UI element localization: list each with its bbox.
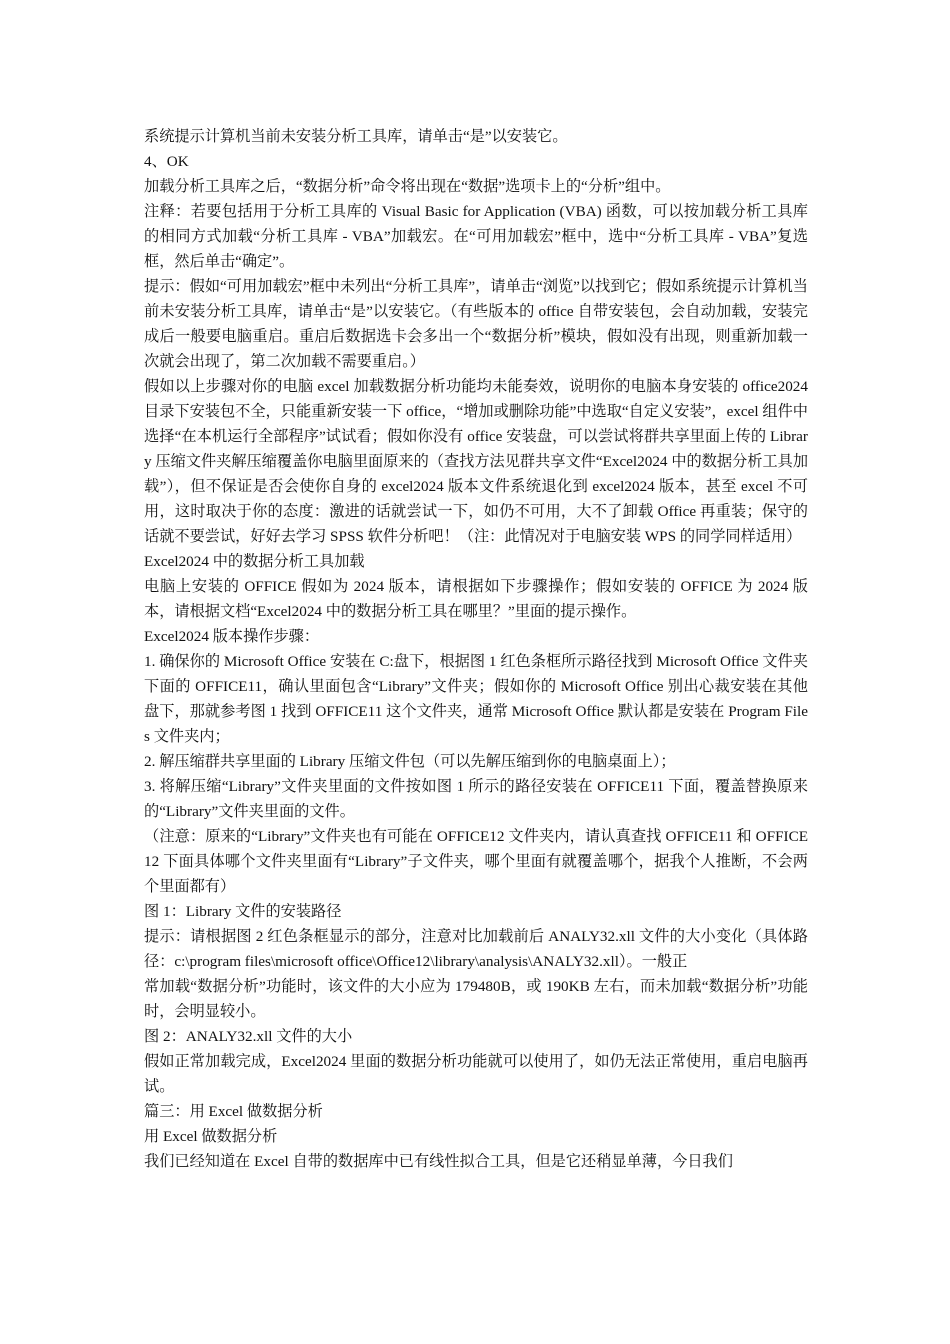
paragraph: 提示：假如“可用加载宏”框中未列出“分析工具库”，请单击“浏览”以找到它；假如系统提示计算机当前未安装分析工具库，请单击“是”以安装它。（有些版本的 office 自带安装包，会自动加载，安装完成后一般要电脑重启。重启后数据选卡会多出一个“数据分析”模块，假如没有出现，则重新加载一次就会出现了，第二次加载不需要重启。）: [144, 278, 808, 370]
paragraph: 假如正常加载完成，Excel2024 里面的数据分析功能就可以使用了，如仍无法正常使用，重启电脑再试。: [144, 1053, 808, 1095]
paragraph: 系统提示计算机当前未安装分析工具库，请单击“是”以安装它。: [144, 128, 568, 145]
paragraph: 4、OK: [144, 153, 189, 170]
paragraph: Excel2024 版本操作步骤：: [144, 628, 320, 645]
paragraph: 电脑上安装的 OFFICE 假如为 2024 版本，请根据如下步骤操作；假如安装的 OFFICE 为 2024 版本，请根据文档“Excel2024 中的数据分析工具在哪里？”里面的提示操作。: [144, 578, 808, 620]
paragraph: 我们已经知道在 Excel 自带的数据库中已有线性拟合工具，但是它还稍显单薄，今日我们: [144, 1153, 733, 1170]
step-item: 1. 确保你的 Microsoft Office 安装在 C:盘下，根据图 1 红色条框所示路径找到 Microsoft Office 文件夹下面的 OFFICE11，确认里面包含“Library”文件夹；假如你的 Microsoft Office 别出心裁安装在其他盘下，那就参考图 1 找到 OFFICE11 这个文件夹，通常 Microsoft Office 默认都是安装在 Program Files 文件夹内；: [144, 653, 808, 745]
paragraph: 注释：若要包括用于分析工具库的 Visual Basic for Application (VBA) 函数，可以按加载分析工具库的相同方式加载“分析工具库 - VBA”加载宏。在“可用加载宏”框中，选中“分析工具库 - VBA”复选框，然后单击“确定”。: [144, 203, 808, 270]
step-item: 2. 解压缩群共享里面的 Library 压缩文件包（可以先解压缩到你的电脑桌面上）；: [144, 753, 676, 770]
section-heading: Excel2024 中的数据分析工具加载: [144, 553, 365, 570]
paragraph: 假如以上步骤对你的电脑 excel 加载数据分析功能均未能奏效，说明你的电脑本身安装的 office2024 目录下安装包不全，只能重新安装一下 office，“增加或删除功能”中选取“自定义安装”，excel 组件中选择“在本机运行全部程序”试试看；假如你没有 office 安装盘，可以尝试将群共享里面上传的 Library 压缩文件夹解压缩覆盖你电脑里面原来的（查找方法见群共享文件“Excel2024 中的数据分析工具加载”），但不保证是否会使你自身的 excel2024 版本文件系统退化到 excel2024 版本，甚至 excel 不可用，这时取决于你的态度：激进的话就尝试一下，如仍不可用，大不了卸载 Office 再重装；保守的话就不要尝试，好好去学习 SPSS 软件分析吧！（注：此情况对于电脑安装 WPS 的同学同样适用）: [144, 378, 809, 545]
paragraph: 提示：请根据图 2 红色条框显示的部分，注意对比加载前后 ANALY32.xll 文件的大小变化（具体路径：c:\program files\microsoft office\Office12\library\analysis\ANALY32.xll）。一般正: [144, 928, 808, 970]
section-heading: 篇三：用 Excel 做数据分析: [144, 1103, 323, 1120]
paragraph: （注意：原来的“Library”文件夹也有可能在 OFFICE12 文件夹内，请认真查找 OFFICE11 和 OFFICE12 下面具体哪个文件夹里面有“Library”子文件夹，哪个里面有就覆盖哪个，据我个人推断，不会两个里面都有）: [144, 828, 808, 895]
section-subheading: 用 Excel 做数据分析: [144, 1128, 278, 1145]
paragraph: 加载分析工具库之后，“数据分析”命令将出现在“数据”选项卡上的“分析”组中。: [144, 178, 671, 195]
step-item: 3. 将解压缩“Library”文件夹里面的文件按如图 1 所示的路径安装在 OFFICE11 下面，覆盖替换原来的“Library”文件夹里面的文件。: [144, 778, 808, 820]
paragraph: 常加载“数据分析”功能时，该文件的大小应为 179480B，或 190KB 左右，而未加载“数据分析”功能时，会明显较小。: [144, 978, 808, 1020]
document-body: [144, 124, 808, 1174]
figure-caption: 图 2：ANALY32.xll 文件的大小: [144, 1028, 353, 1045]
figure-caption: 图 1：Library 文件的安装路径: [144, 903, 342, 920]
